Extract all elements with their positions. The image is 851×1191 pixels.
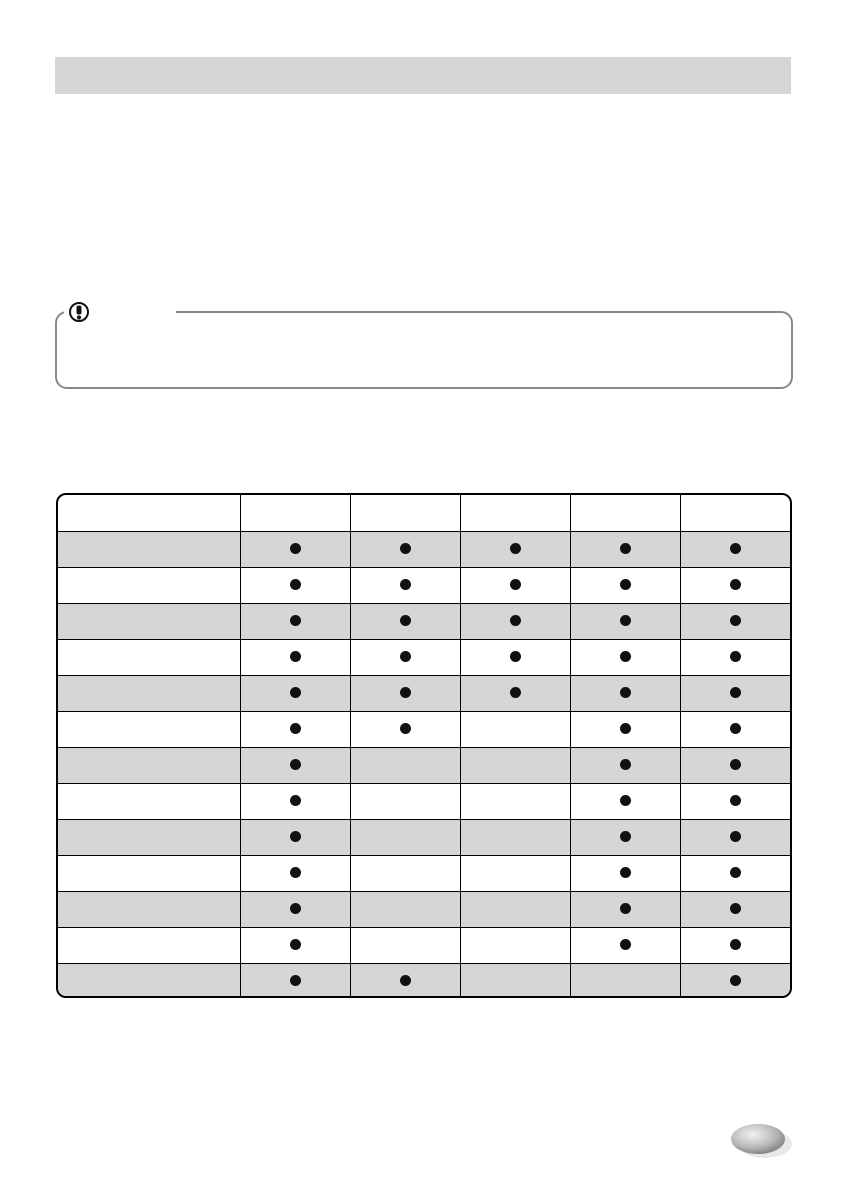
- available-dot-icon: [400, 543, 411, 554]
- available-dot-icon: [400, 723, 411, 734]
- table-cell: [570, 568, 680, 604]
- table-cell: [680, 604, 790, 640]
- table-cell: [350, 748, 460, 784]
- table-cell: [350, 712, 460, 748]
- table-cell: [460, 676, 570, 712]
- available-dot-icon: [730, 903, 741, 914]
- table-cell: [570, 748, 680, 784]
- row-label: [58, 892, 240, 928]
- available-dot-icon: [730, 831, 741, 842]
- table-cell: [350, 532, 460, 568]
- header-cell-label: [58, 495, 240, 532]
- header-cell-model: [570, 495, 680, 532]
- options-table-frame: [56, 493, 792, 998]
- table-cell: [570, 640, 680, 676]
- row-label: [58, 820, 240, 856]
- available-dot-icon: [290, 795, 301, 806]
- available-dot-icon: [290, 831, 301, 842]
- available-dot-icon: [730, 975, 741, 986]
- row-label: [58, 964, 240, 999]
- available-dot-icon: [620, 939, 631, 950]
- available-dot-icon: [290, 903, 301, 914]
- table-cell: [460, 856, 570, 892]
- page-number-oval-icon: [729, 1122, 795, 1160]
- table-cell: [350, 820, 460, 856]
- available-dot-icon: [290, 651, 301, 662]
- table-cell: [460, 748, 570, 784]
- available-dot-icon: [620, 543, 631, 554]
- available-dot-icon: [290, 759, 301, 770]
- table-cell: [240, 568, 350, 604]
- available-dot-icon: [400, 615, 411, 626]
- table-cell: [680, 676, 790, 712]
- header-cell-model: [240, 495, 350, 532]
- table-cell: [350, 928, 460, 964]
- table-row: [58, 784, 790, 820]
- table-cell: [680, 820, 790, 856]
- table-cell: [350, 964, 460, 999]
- header-cell-model: [680, 495, 790, 532]
- section-header-bar: [55, 57, 791, 94]
- available-dot-icon: [730, 759, 741, 770]
- row-label: [58, 928, 240, 964]
- row-label: [58, 712, 240, 748]
- table-cell: [570, 784, 680, 820]
- available-dot-icon: [400, 651, 411, 662]
- table-cell: [570, 712, 680, 748]
- table-cell: [460, 928, 570, 964]
- table-cell: [460, 568, 570, 604]
- available-dot-icon: [620, 795, 631, 806]
- table-cell: [350, 604, 460, 640]
- table-cell: [680, 928, 790, 964]
- table-cell: [680, 856, 790, 892]
- table-cell: [240, 820, 350, 856]
- table-row: [58, 676, 790, 712]
- available-dot-icon: [510, 579, 521, 590]
- table-row: [58, 892, 790, 928]
- table-cell: [680, 712, 790, 748]
- table-row: [58, 604, 790, 640]
- table-row: [58, 820, 790, 856]
- options-table: [58, 495, 790, 998]
- available-dot-icon: [620, 579, 631, 590]
- table-cell: [350, 784, 460, 820]
- table-cell: [240, 964, 350, 999]
- available-dot-icon: [730, 687, 741, 698]
- table-cell: [570, 676, 680, 712]
- table-cell: [460, 964, 570, 999]
- table-cell: [460, 892, 570, 928]
- table-cell: [350, 676, 460, 712]
- available-dot-icon: [290, 867, 301, 878]
- available-dot-icon: [730, 723, 741, 734]
- available-dot-icon: [400, 687, 411, 698]
- table-cell: [240, 712, 350, 748]
- available-dot-icon: [620, 723, 631, 734]
- available-dot-icon: [290, 939, 301, 950]
- table-row: [58, 712, 790, 748]
- available-dot-icon: [290, 723, 301, 734]
- available-dot-icon: [400, 975, 411, 986]
- table-cell: [570, 964, 680, 999]
- row-label: [58, 640, 240, 676]
- row-label: [58, 568, 240, 604]
- available-dot-icon: [730, 867, 741, 878]
- table-cell: [680, 568, 790, 604]
- available-dot-icon: [620, 687, 631, 698]
- table-row: [58, 748, 790, 784]
- available-dot-icon: [510, 651, 521, 662]
- available-dot-icon: [730, 579, 741, 590]
- table-cell: [460, 640, 570, 676]
- table-cell: [240, 784, 350, 820]
- table-row: [58, 964, 790, 999]
- table-cell: [350, 856, 460, 892]
- table-cell: [680, 784, 790, 820]
- table-cell: [680, 532, 790, 568]
- table-cell: [350, 892, 460, 928]
- caution-icon: [68, 301, 90, 323]
- available-dot-icon: [730, 615, 741, 626]
- table-cell: [240, 640, 350, 676]
- table-cell: [460, 532, 570, 568]
- table-cell: [680, 892, 790, 928]
- available-dot-icon: [620, 903, 631, 914]
- table-cell: [460, 784, 570, 820]
- table-row: [58, 640, 790, 676]
- row-label: [58, 676, 240, 712]
- table-cell: [570, 892, 680, 928]
- available-dot-icon: [620, 831, 631, 842]
- available-dot-icon: [510, 615, 521, 626]
- table-cell: [350, 568, 460, 604]
- header-cell-model: [350, 495, 460, 532]
- table-cell: [240, 928, 350, 964]
- table-row: [58, 532, 790, 568]
- table-cell: [240, 748, 350, 784]
- table-cell: [240, 856, 350, 892]
- available-dot-icon: [620, 615, 631, 626]
- available-dot-icon: [510, 687, 521, 698]
- table-cell: [350, 640, 460, 676]
- table-header-row: [58, 495, 790, 532]
- table-cell: [570, 604, 680, 640]
- row-label: [58, 856, 240, 892]
- header-cell-model: [460, 495, 570, 532]
- table-cell: [680, 640, 790, 676]
- table-cell: [460, 712, 570, 748]
- available-dot-icon: [620, 651, 631, 662]
- available-dot-icon: [730, 543, 741, 554]
- table-cell: [680, 748, 790, 784]
- available-dot-icon: [400, 579, 411, 590]
- available-dot-icon: [620, 759, 631, 770]
- available-dot-icon: [290, 579, 301, 590]
- available-dot-icon: [730, 939, 741, 950]
- table-cell: [460, 820, 570, 856]
- table-cell: [680, 964, 790, 999]
- row-label: [58, 604, 240, 640]
- table-cell: [240, 892, 350, 928]
- available-dot-icon: [620, 867, 631, 878]
- available-dot-icon: [290, 543, 301, 554]
- table-cell: [240, 532, 350, 568]
- available-dot-icon: [730, 795, 741, 806]
- row-label: [58, 532, 240, 568]
- available-dot-icon: [290, 975, 301, 986]
- table-row: [58, 928, 790, 964]
- table-cell: [570, 820, 680, 856]
- table-cell: [570, 532, 680, 568]
- available-dot-icon: [510, 543, 521, 554]
- table-cell: [240, 604, 350, 640]
- table-cell: [570, 856, 680, 892]
- available-dot-icon: [730, 651, 741, 662]
- available-dot-icon: [290, 615, 301, 626]
- available-dot-icon: [290, 687, 301, 698]
- row-label: [58, 748, 240, 784]
- row-label: [58, 784, 240, 820]
- table-cell: [240, 676, 350, 712]
- table-cell: [570, 928, 680, 964]
- table-cell: [460, 604, 570, 640]
- table-row: [58, 568, 790, 604]
- table-row: [58, 856, 790, 892]
